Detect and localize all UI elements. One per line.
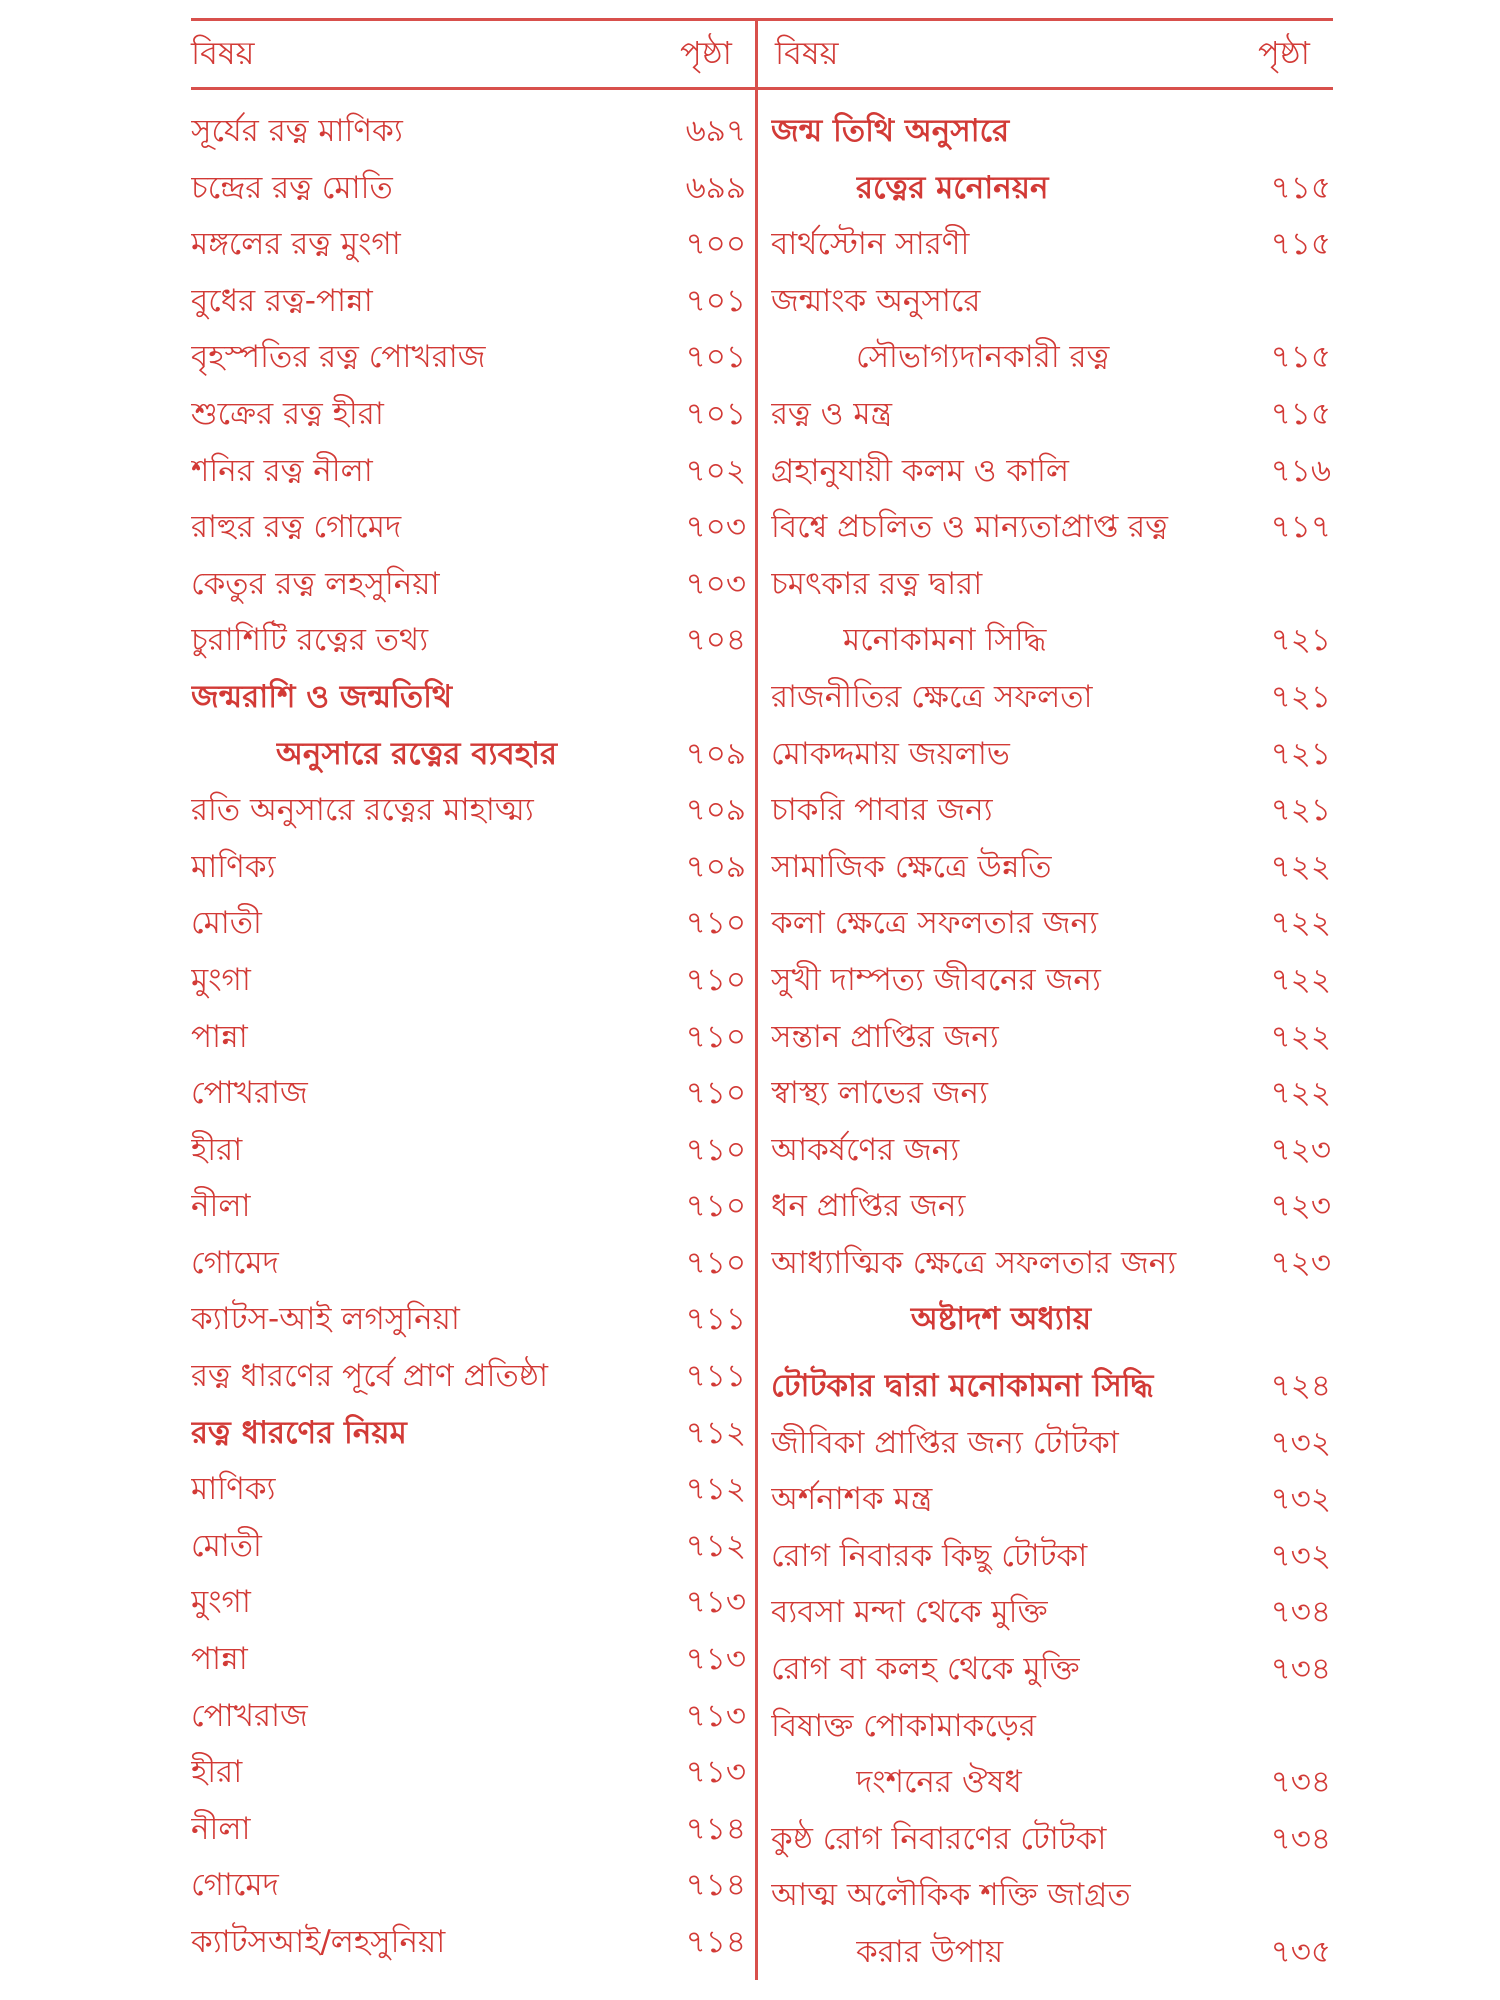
toc-topic: মোতী: [191, 905, 262, 942]
toc-entry: [771, 443, 1331, 500]
toc-section-heading: [191, 1405, 746, 1462]
toc-topic: কেতুর রত্ন লহসুনিয়া: [191, 565, 440, 602]
toc-topic: গোমেদ: [191, 1867, 279, 1904]
toc-entry: [191, 329, 746, 386]
toc-topic: চুরাশিটি রত্নের তথ্য: [191, 622, 429, 659]
toc-entry: [771, 329, 1331, 386]
toc-page-number: ৭১৩: [685, 1754, 746, 1791]
toc-topic: মঙ্গলের রত্ন মুংগা: [191, 226, 401, 263]
toc-topic: নীলা: [191, 1810, 251, 1847]
toc-topic: মনোকামনা সিদ্ধি: [843, 622, 1047, 659]
toc-topic: বুধের রত্ন-পান্না: [191, 282, 373, 319]
toc-entry: [771, 839, 1331, 896]
toc-topic: সূর্যের রত্ন মাণিক্য: [191, 113, 403, 149]
toc-topic: স্বাস্থ্য লাভের জন্য: [771, 1075, 988, 1112]
toc-topic: নীলা: [191, 1188, 251, 1225]
toc-topic: কলা ক্ষেত্রে সফলতার জন্য: [771, 905, 1099, 942]
toc-page-number: ৭১০: [685, 1188, 746, 1225]
toc-entry: [191, 1801, 746, 1858]
toc-topic: রাহুর রত্ন গোমেদ: [191, 509, 402, 546]
toc-topic: অনুসারে রত্নের ব্যবহার: [276, 735, 558, 772]
toc-page-number: ৭২১: [1270, 678, 1331, 715]
toc-entry: [771, 669, 1331, 726]
toc-entry: [191, 1065, 746, 1122]
toc-page-number: ৭২৪: [1270, 1368, 1331, 1405]
toc-topic: জন্ম তিথি অনুসারে: [771, 113, 1010, 149]
toc-page-number: ৭১৩: [685, 1641, 746, 1678]
toc-entry: [191, 895, 746, 952]
toc-page-number: ৭২৩: [1270, 1188, 1331, 1225]
toc-entry: [191, 160, 746, 217]
toc-page-number: ৭০১: [685, 339, 746, 376]
toc-page-number: ৭৩২: [1270, 1537, 1331, 1574]
toc-entry: [191, 499, 746, 556]
toc-topic: বার্থস্টোন সারণী: [771, 226, 970, 263]
toc-page-number: ৭১২: [685, 1471, 746, 1508]
toc-entry: [191, 556, 746, 613]
toc-entry: [191, 1178, 746, 1235]
toc-entry: [191, 1461, 746, 1518]
toc-page-number: ৭১১: [685, 1301, 746, 1338]
toc-entry: [771, 216, 1331, 273]
toc-entry: [191, 612, 746, 669]
toc-section-heading: [191, 726, 746, 783]
toc-entry: [771, 1641, 1331, 1698]
toc-page-number: ৭৩২: [1270, 1424, 1331, 1461]
toc-page-number: ৭২২: [1270, 1075, 1331, 1112]
toc-topic: চন্দ্রের রত্ন মোতি: [191, 169, 393, 206]
toc-topic: চমৎকার রত্ন দ্বারা: [771, 565, 983, 602]
toc-page-number: ৭১০: [685, 1131, 746, 1168]
toc-entry: [191, 1122, 746, 1179]
toc-page-number: ৭১৩: [685, 1697, 746, 1734]
toc-entry: [771, 1754, 1331, 1811]
toc-entry: [191, 1009, 746, 1066]
toc-topic: টোটকার দ্বারা মনোকামনা সিদ্ধি: [771, 1368, 1154, 1405]
toc-entry: [771, 1528, 1331, 1585]
toc-topic: চাকরি পাবার জন্য: [771, 792, 993, 829]
toc-page-number: ৭১৩: [685, 1584, 746, 1621]
toc-entry: [771, 782, 1331, 839]
toc-page-number: ৭০১: [685, 395, 746, 432]
toc-page-number: ৭১৬: [1270, 452, 1331, 489]
toc-page-number: ৭১২: [685, 1527, 746, 1564]
toc-topic: অর্শনাশক মন্ত্র: [771, 1481, 933, 1518]
toc-topic: অষ্টাদশ অধ্যায়: [910, 1301, 1092, 1338]
toc-page-number: ৭০৩: [685, 509, 746, 546]
toc-topic: বিষাক্ত পোকামাকড়ের: [771, 1707, 1036, 1744]
toc-entry: [191, 1574, 746, 1631]
toc-topic: আত্ম অলৌকিক শক্তি জাগ্রত: [771, 1877, 1131, 1914]
toc-topic: ক্যাটস-আই লগসুনিয়া: [191, 1301, 460, 1338]
toc-topic: কুষ্ঠ রোগ নিবারণের টোটকা: [771, 1820, 1107, 1857]
left-page-header: পৃষ্ঠা: [680, 34, 732, 72]
right-topic-header: বিষয়: [775, 34, 839, 72]
toc-entry: [771, 1471, 1331, 1528]
toc-topic: গ্রহানুযায়ী কলম ও কালি: [771, 452, 1069, 489]
toc-entry: [771, 1065, 1331, 1122]
toc-topic: ক্যাটসআই/লহসুনিয়া: [191, 1924, 446, 1960]
toc-entry: [191, 839, 746, 896]
toc-entry: [191, 1857, 746, 1914]
toc-topic: মুংগা: [191, 961, 251, 998]
toc-entry: [191, 1291, 746, 1348]
toc-topic: বৃহস্পতির রত্ন পোখরাজ: [191, 339, 486, 376]
toc-entry: [771, 499, 1331, 556]
toc-page-number: ৭১৪: [685, 1924, 746, 1960]
toc-topic: রতি অনুসারে রত্নের মাহাত্ম্য: [191, 792, 534, 829]
toc-topic: সন্তান প্রাপ্তির জন্য: [771, 1018, 999, 1055]
toc-topic: রাজনীতির ক্ষেত্রে সফলতা: [771, 678, 1093, 715]
left-column: [191, 103, 746, 1971]
toc-page-number: ৭০৪: [685, 622, 746, 659]
toc-entry: [771, 726, 1331, 783]
toc-entry: [191, 782, 746, 839]
toc-entry: [191, 1914, 746, 1971]
toc-page-number: ৭০৩: [685, 565, 746, 602]
toc-page-number: ৬৯৭: [685, 113, 746, 149]
toc-topic: পান্না: [191, 1018, 248, 1055]
toc-page-number: ৭২২: [1270, 848, 1331, 885]
toc-entry: [191, 1235, 746, 1292]
toc-entry: [191, 273, 746, 330]
toc-entry: [771, 1584, 1331, 1641]
toc-entry: [771, 1235, 1331, 1292]
toc-entry: [771, 1122, 1331, 1179]
toc-topic: হীরা: [191, 1131, 243, 1168]
toc-page-number: ৭১০: [685, 1075, 746, 1112]
toc-topic: পান্না: [191, 1641, 248, 1678]
toc-topic: মাণিক্য: [191, 848, 276, 885]
toc-topic: দংশনের ঔষধ: [856, 1764, 1022, 1801]
toc-topic: মুংগা: [191, 1584, 251, 1621]
toc-topic: রোগ নিবারক কিছু টোটকা: [771, 1537, 1088, 1574]
top-rule: [191, 18, 1333, 21]
toc-page-number: ৭১২: [685, 1414, 746, 1451]
toc-entry: [191, 952, 746, 1009]
toc-page-number: ৭১০: [685, 961, 746, 998]
toc-topic: পোখরাজ: [191, 1697, 308, 1734]
toc-topic: গোমেদ: [191, 1244, 279, 1281]
toc-section-heading: [191, 669, 746, 726]
toc-page-number: ৭২২: [1270, 1018, 1331, 1055]
toc-page-number: ৭২২: [1270, 961, 1331, 998]
toc-topic: রোগ বা কলহ থেকে মুক্তি: [771, 1651, 1080, 1688]
toc-page-number: ৭৩৪: [1270, 1764, 1331, 1801]
toc-entry: [771, 1924, 1331, 1981]
toc-page-number: ৭০৯: [685, 735, 746, 772]
toc-topic: পোখরাজ: [191, 1075, 308, 1112]
toc-topic: জীবিকা প্রাপ্তির জন্য টোটকা: [771, 1424, 1119, 1461]
toc-entry: [771, 1867, 1331, 1924]
left-topic-header: বিষয়: [191, 34, 255, 72]
toc-page-number: ৭১০: [685, 1244, 746, 1281]
toc-entry: [771, 1415, 1331, 1472]
toc-entry: [771, 273, 1331, 330]
toc-entry: [771, 1698, 1331, 1755]
toc-entry: [191, 443, 746, 500]
toc-page-number: ৭১০: [685, 905, 746, 942]
toc-page-number: ৭০২: [685, 452, 746, 489]
toc-page-number: ৬৯৯: [685, 169, 746, 206]
toc-entry: [771, 1811, 1331, 1868]
toc-section-heading: [771, 103, 1331, 160]
toc-page-number: ৭১৪: [685, 1810, 746, 1847]
toc-entry: [771, 556, 1331, 613]
toc-entry: [191, 1348, 746, 1405]
toc-topic: সামাজিক ক্ষেত্রে উন্নতি: [771, 848, 1052, 885]
toc-entry: [771, 612, 1331, 669]
toc-page-number: ৭০৯: [685, 848, 746, 885]
toc-topic: আকর্ষণের জন্য: [771, 1131, 960, 1168]
toc-page-number: ৭১০: [685, 1018, 746, 1055]
toc-page-number: ৭৩৪: [1270, 1651, 1331, 1688]
toc-page-number: ৭৩৫: [1270, 1934, 1331, 1970]
toc-topic: ধন প্রাপ্তির জন্য: [771, 1188, 966, 1225]
toc-topic: করার উপায়: [856, 1934, 1004, 1970]
toc-page-number: ৭১৫: [1270, 226, 1331, 263]
chapter-heading: [771, 1291, 1331, 1348]
toc-page-number: ৭৩২: [1270, 1481, 1331, 1518]
toc-topic: শুক্রের রত্ন হীরা: [191, 395, 384, 432]
toc-entry: [191, 103, 746, 160]
toc-entry: [771, 386, 1331, 443]
toc-topic: সৌভাগ্যদানকারী রত্ন: [856, 339, 1110, 376]
toc-topic: মোকদ্দমায় জয়লাভ: [771, 735, 1010, 772]
toc-entry: [771, 1178, 1331, 1235]
toc-topic: সুখী দাম্পত্য জীবনের জন্য: [771, 961, 1101, 998]
toc-entry: [191, 1744, 746, 1801]
toc-entry: [771, 952, 1331, 1009]
toc-page-number: ৭০০: [685, 226, 746, 263]
toc-page-number: ৭৩৪: [1270, 1820, 1331, 1857]
toc-topic: জন্মাংক অনুসারে: [771, 282, 981, 319]
toc-entry: [191, 1631, 746, 1688]
toc-entry: [771, 1009, 1331, 1066]
toc-page-number: ৭২১: [1270, 622, 1331, 659]
toc-page-number: ৭১৫: [1270, 395, 1331, 432]
toc-entry: [191, 386, 746, 443]
toc-page-number: ৭৩৪: [1270, 1594, 1331, 1631]
toc-topic: মাণিক্য: [191, 1471, 276, 1508]
toc-topic: রত্ন ধারণের নিয়ম: [191, 1414, 407, 1451]
toc-page-number: ৭২১: [1270, 735, 1331, 772]
toc-page-number: ৭১৫: [1270, 169, 1331, 206]
toc-section-heading: [771, 1358, 1331, 1415]
column-divider: [755, 20, 758, 1980]
toc-page-number: ৭১৭: [1270, 509, 1331, 546]
toc-topic: রত্নের মনোনয়ন: [856, 169, 1049, 206]
toc-page-number: ৭২৩: [1270, 1131, 1331, 1168]
toc-entry: [771, 895, 1331, 952]
toc-topic: রত্ন ধারণের পূর্বে প্রাণ প্রতিষ্ঠা: [191, 1358, 548, 1395]
toc-topic: আধ্যাত্মিক ক্ষেত্রে সফলতার জন্য: [771, 1244, 1177, 1281]
toc-page-number: ৭১৫: [1270, 339, 1331, 376]
toc-page-number: ৭০৯: [685, 792, 746, 829]
toc-page-number: ৭০১: [685, 282, 746, 319]
toc-entry: [191, 1518, 746, 1575]
toc-page-number: ৭১৪: [685, 1867, 746, 1904]
toc-topic: শনির রত্ন নীলা: [191, 452, 373, 489]
right-page-header: পৃষ্ঠা: [1258, 34, 1310, 72]
toc-topic: বিশ্বে প্রচলিত ও মান্যতাপ্রাপ্ত রত্ন: [771, 509, 1168, 546]
toc-section-heading: [771, 160, 1331, 217]
toc-page-number: ৭২১: [1270, 792, 1331, 829]
right-column: [771, 103, 1331, 1981]
toc-topic: ব্যবসা মন্দা থেকে মুক্তি: [771, 1594, 1048, 1631]
toc-entry: [191, 1688, 746, 1745]
toc-topic: হীরা: [191, 1754, 243, 1791]
toc-entry: [191, 216, 746, 273]
toc-topic: রত্ন ও মন্ত্র: [771, 395, 893, 432]
toc-page-number: ৭২৩: [1270, 1244, 1331, 1281]
toc-topic: জন্মরাশি ও জন্মতিথি: [191, 678, 453, 715]
toc-page-number: ৭২২: [1270, 905, 1331, 942]
toc-topic: মোতী: [191, 1527, 262, 1564]
header-rule: [191, 87, 1333, 90]
toc-page-number: ৭১১: [685, 1358, 746, 1395]
